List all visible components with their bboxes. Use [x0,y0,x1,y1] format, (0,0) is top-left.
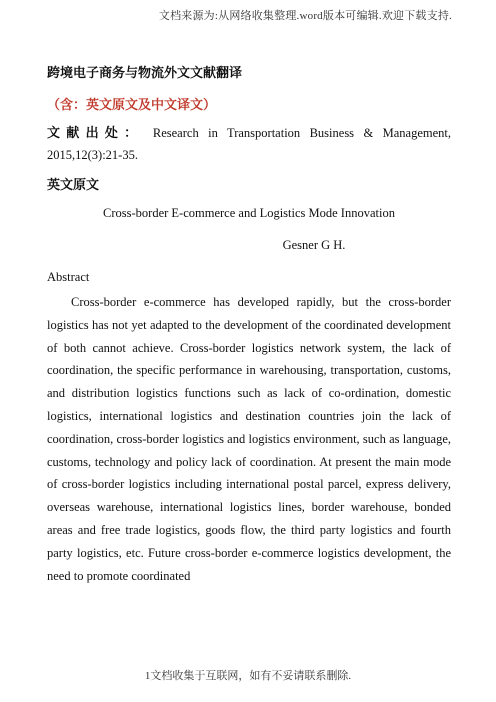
document-body [47,62,451,587]
source-citation [47,122,451,166]
source-text: Research in Transportation Business & Management, 2015,12(3):21-35. [47,126,451,162]
paper-title: Cross-border E-commerce and Logistics Mode Innovation [103,206,395,220]
document-title: 跨境电子商务与物流外文文献翻译 [47,65,243,80]
section-heading: 英文原文 [47,177,100,192]
document-subtitle: （含：英文原文及中文译文） [47,97,217,112]
paper-author: Gesner G H. [282,238,346,252]
abstract-text: Cross-border e-commerce has developed rapidly, but the cross-border logistics has not yet adapted to the development of the coordinated development of both cannot achieve. Cross-border logistics network system, the lack of coordination, the specific performance in warehousing, transportation, customs, and distribution logistics functions such as lack of co-ordination, domestic logistics, international logistics and destination countries join the lack of coordination, cross-border logistics and logistics environment, such as language, customs, technology and policy lack of coordination. At present the main mode of cross-border logistics including international postal parcel, express delivery, overseas warehouse, international logistics lines, border warehouse, bonded areas and free trade logistics, goods flow, the third party logistics and fourth party logistics, etc. Future cross-border e-commerce logistics development, the need to promote coordinated [47,295,451,583]
abstract-label: Abstract [47,270,90,284]
page-header-note: 文档来源为:从网络收集整理.word版本可编辑.欢迎下载支持. [158,10,452,22]
source-label: 文献出处： [47,125,144,140]
page-footer-note: 1文档收集于互联网，如有不妥请联系删除. [144,670,352,682]
